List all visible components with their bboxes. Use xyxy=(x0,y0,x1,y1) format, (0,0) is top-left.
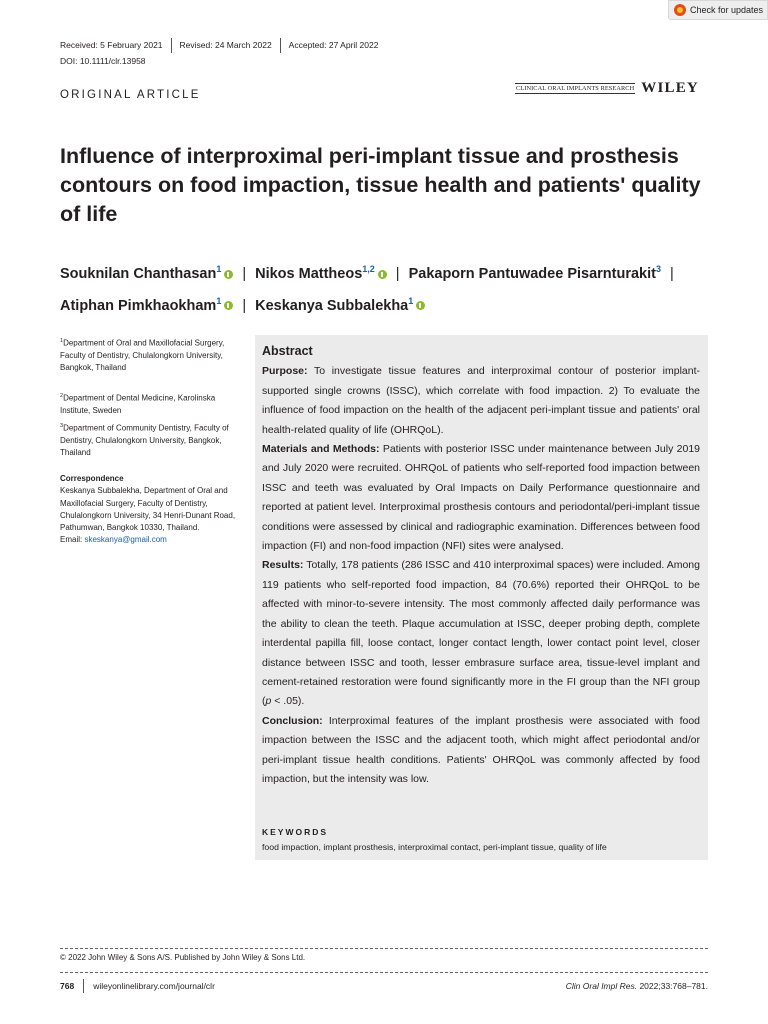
author-separator: | xyxy=(669,265,674,282)
correspondence-email xyxy=(60,534,238,546)
conclusion-text: Interproximal features of the implant prosthesis were associated with food impaction between the ISSC and the adjacent tooth, which might affect periodontal and/or peri-implant tissue health conditions. Patients' OHRQoL was commonly affected by food impaction, but the intensity was low. xyxy=(262,714,700,785)
article-type: ORIGINAL ARTICLE xyxy=(60,89,201,101)
abstract-heading: Abstract xyxy=(262,344,313,358)
abstract-purpose xyxy=(262,362,700,440)
orcid-icon[interactable] xyxy=(224,301,233,310)
affiliation-number: 3 xyxy=(60,423,64,429)
affiliation-ref[interactable]: 1 xyxy=(408,295,414,306)
orcid-icon[interactable] xyxy=(224,270,233,279)
journal-name: CLINICAL ORAL IMPLANTS RESEARCH xyxy=(516,85,635,92)
affiliation-ref[interactable]: 1 xyxy=(216,264,222,274)
copyright-notice: © 2022 John Wiley & Sons A/S. Published by John Wiley & Sons Ltd. xyxy=(60,953,306,962)
check-for-updates-label: Check for updates xyxy=(690,5,764,15)
orcid-icon[interactable] xyxy=(378,270,387,279)
p-value-symbol: p xyxy=(265,695,272,708)
citation xyxy=(566,981,708,991)
date-divider xyxy=(171,38,172,53)
affiliation-ref[interactable]: 1 xyxy=(216,295,222,306)
affiliation xyxy=(60,420,238,460)
correspondence-heading: Correspondence xyxy=(60,474,124,483)
check-for-updates-badge[interactable] xyxy=(668,0,768,20)
results-text: Totally, 178 patients (286 ISSC and 410 interproximal spaces) were included. Among 119 patients who self-reported food impaction, 84 (70.6%) reported their OHRQoL to be affected with minor-to-severe intensity. The most commonly affected daily performance was the ability to clean the teeth. Plaque accumulation at ISSC, deeper probing depth, complete interdental papilla fill, loose contact, longer contact length, lower contact point level, closer distance between ISSC and tooth, lesser embrasure surface area, tissue-level implant and cement-retained restoration were found significantly more in the FI group than the NFI group ( xyxy=(262,559,700,708)
conclusion-label: Conclusion: xyxy=(262,714,323,727)
abstract-results xyxy=(262,556,700,711)
correspondence xyxy=(60,473,238,547)
orcid-icon[interactable] xyxy=(416,301,425,310)
author-separator: | xyxy=(395,265,400,282)
citation-volume: 2022;33:768–781. xyxy=(637,981,708,991)
affiliation-text: Department of Oral and Maxillofacial Surgery, Faculty of Dentistry, Chulalongkorn University, Bangkok, Thailand xyxy=(60,338,225,373)
revised-date: Revised: 24 March 2022 xyxy=(179,40,272,50)
journal-header xyxy=(515,80,699,97)
results-text-end: < .05). xyxy=(271,695,305,708)
author-name: Souknilan Chanthasan xyxy=(60,265,217,282)
author-list xyxy=(60,256,740,320)
accepted-date: Accepted: 27 April 2022 xyxy=(288,40,379,50)
date-divider xyxy=(280,38,281,53)
author-name: Nikos Mattheos xyxy=(255,265,363,282)
keywords-heading: KEYWORDS xyxy=(262,827,329,837)
page-footer xyxy=(60,979,708,993)
paper-title: Influence of interproximal peri-implant tissue and prosthesis contours on food impaction, tissue health and patients' quality of life xyxy=(60,144,701,226)
author-name: Keskanya Subbalekha xyxy=(255,297,409,314)
author-separator: | xyxy=(242,297,247,314)
keywords-list: food impaction, implant prosthesis, interproximal contact, peri-implant tissue, quality of life xyxy=(262,842,607,852)
footer-separator xyxy=(83,979,84,993)
footer-divider xyxy=(60,948,708,949)
email-label: Email: xyxy=(60,535,83,545)
publication-dates xyxy=(60,37,378,53)
doi[interactable]: DOI: 10.1111/clr.13958 xyxy=(60,56,146,66)
affiliation-text: Department of Dental Medicine, Karolinska Institute, Sweden xyxy=(60,393,216,415)
affiliation xyxy=(60,390,238,417)
affiliation-text: Department of Community Dentistry, Faculty of Dentistry, Chulalongkorn University, Bangkok, Thailand xyxy=(60,423,229,458)
received-date: Received: 5 February 2021 xyxy=(60,40,163,50)
affiliation-number: 1 xyxy=(60,338,64,344)
methods-text: Patients with posterior ISSC under maintenance between July 2019 and July 2020 were recruited. OHRQoL of patients who self-reported food impaction between ISSC and teeth was evaluated by Oral Impacts on Daily Performance questionnaire and reported at patient level. Interproximal prosthesis contours and periodontal/peri-implant tissue conditions were assessed by clinical and radiographic examination. Differences between food impaction (FI) and non-food impaction (NFI) sites were analysed. xyxy=(262,443,701,553)
abstract-methods xyxy=(262,440,700,556)
page-number: 768 xyxy=(60,981,75,991)
abstract-conclusion xyxy=(262,712,700,790)
author-name: Atiphan Pimkhaokham xyxy=(60,297,217,314)
journal-abbreviation: Clin Oral Impl Res. xyxy=(565,981,638,991)
publisher-logo: WILEY xyxy=(641,80,699,96)
purpose-text: To investigate tissue features and interproximal contour of posterior implant-supported single crowns (ISSC), which correlate with food impaction. 2) To evaluate the influence of food impaction on the health of the adjacent peri-implant tissue and patients' oral health-related quality of life (OHRQoL). xyxy=(262,365,700,436)
email-link[interactable]: skeskanya@gmail.com xyxy=(84,535,167,545)
crossmark-icon xyxy=(674,4,686,16)
correspondence-address: Keskanya Subbalekha, Department of Oral and Maxillofacial Surgery, Faculty of Dentistry, Chulalongkorn University, 34 Henri-Dunant Road, Pathumwan, Bangkok 10330, Thailand. xyxy=(60,486,236,533)
results-label: Results: xyxy=(262,559,304,572)
purpose-label: Purpose: xyxy=(262,365,308,378)
affiliation-ref[interactable]: 3 xyxy=(655,264,661,274)
affiliation-number: 2 xyxy=(60,393,64,399)
methods-label: Materials and Methods: xyxy=(262,443,380,456)
journal-url[interactable]: wileyonlinelibrary.com/journal/clr xyxy=(93,981,215,991)
affiliation-ref[interactable]: 1,2 xyxy=(362,264,375,274)
affiliation xyxy=(60,335,238,375)
footer-divider xyxy=(60,972,708,973)
abstract xyxy=(262,342,700,789)
author-name: Pakaporn Pantuwadee Pisarnturakit xyxy=(408,265,656,282)
author-separator: | xyxy=(242,265,247,282)
